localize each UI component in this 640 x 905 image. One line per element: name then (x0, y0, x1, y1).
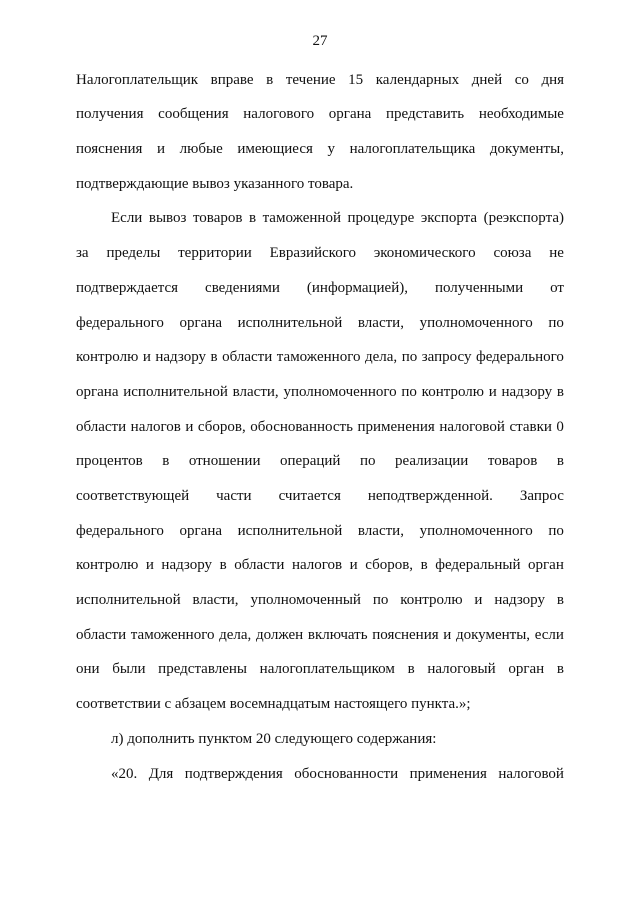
word: получения (76, 106, 144, 122)
word: надзору (494, 592, 545, 608)
word: по (359, 453, 376, 469)
text-line (76, 278, 564, 298)
word: неподтвержденной. (367, 488, 493, 504)
word: в (556, 384, 564, 400)
word: федерального (76, 523, 164, 539)
word: и (145, 557, 154, 573)
word: отношении (188, 453, 261, 469)
word: власти, (192, 592, 239, 608)
word: контролю (76, 349, 139, 365)
text-line (76, 625, 564, 645)
word: пределы (106, 245, 161, 261)
text-line (76, 590, 564, 610)
word: дела, (364, 349, 398, 365)
word: течение (285, 72, 336, 88)
word: товаров (487, 453, 538, 469)
word: органа (76, 384, 119, 400)
word: 15 (348, 72, 364, 88)
word: вывоз (148, 210, 187, 226)
word: контролю (400, 592, 463, 608)
word: и (488, 384, 497, 400)
word: таможенной (262, 210, 341, 226)
word: дней (471, 72, 503, 88)
word: Евразийского (269, 245, 356, 261)
word: в (162, 453, 170, 469)
word: (информацией), (306, 280, 408, 296)
word: Налогоплательщик (76, 72, 199, 88)
word: в (248, 210, 257, 226)
word: по (548, 315, 564, 331)
word: Для (148, 766, 174, 782)
word: области (234, 557, 285, 573)
word: таможенного (130, 627, 215, 643)
text-line (76, 555, 564, 575)
word: и (185, 419, 194, 435)
word: запросу (421, 349, 472, 365)
word: подтверждения (184, 766, 283, 782)
word: надзору (501, 384, 553, 400)
word: экспорта (420, 210, 478, 226)
word: (реэкспорта) (483, 210, 564, 226)
word: полученными (434, 280, 524, 296)
word: налогов (291, 557, 343, 573)
word: в (219, 557, 227, 573)
word: исполнительной (237, 315, 343, 331)
word: уполномоченного (419, 523, 533, 539)
word: налогов (130, 419, 181, 435)
word: по (401, 384, 417, 400)
word: представить (385, 106, 465, 122)
word: сборов, (197, 419, 246, 435)
word: по (372, 592, 389, 608)
text-line (76, 313, 564, 333)
word: включать (307, 627, 368, 643)
word: представлены (158, 661, 247, 677)
word: уполномоченного (419, 315, 533, 331)
text-line (76, 347, 564, 367)
word: федерального (476, 349, 564, 365)
word: реализации (395, 453, 469, 469)
word: применения (409, 766, 487, 782)
text-line (76, 243, 564, 263)
word: и (349, 557, 358, 573)
word: соответствующей (76, 488, 190, 504)
word: ставки (509, 419, 552, 435)
word: дела, (219, 627, 252, 643)
word: надзору (155, 349, 206, 365)
word: если (534, 627, 564, 643)
word: налогоплательщика (349, 141, 476, 157)
word: уполномоченного (283, 384, 397, 400)
word: власти, (357, 315, 404, 331)
text-line: л) дополнить пунктом 20 следующего содержания: (111, 731, 437, 747)
word: органа (179, 523, 223, 539)
word: в (420, 557, 428, 573)
word: власти, (232, 384, 279, 400)
word: процедуре (347, 210, 415, 226)
word: со (514, 72, 529, 88)
page-number: 27 (312, 33, 328, 49)
word: Если (111, 210, 143, 226)
word: обоснованности (294, 766, 399, 782)
word: в (556, 592, 564, 608)
text-line (76, 521, 564, 541)
word: в (407, 661, 415, 677)
word: у (327, 141, 335, 157)
word: области (76, 627, 127, 643)
word: не (549, 245, 564, 261)
word: в (556, 661, 564, 677)
word: сообщения (158, 106, 229, 122)
text-line (111, 208, 564, 228)
word: контролю (76, 557, 139, 573)
text-line (76, 139, 564, 159)
word: «20. (111, 766, 138, 782)
word: по (548, 523, 564, 539)
text-line: соответствии с абзацем восемнадцатым настоящего пункта.»; (76, 696, 471, 712)
word: области (76, 419, 127, 435)
word: контролю (421, 384, 484, 400)
word: за (76, 245, 89, 261)
word: пояснения (76, 141, 143, 157)
word: власти, (357, 523, 404, 539)
word: считается (278, 488, 341, 504)
word: части (216, 488, 252, 504)
word: орган (508, 661, 545, 677)
word: органа (328, 106, 372, 122)
word: Запрос (519, 488, 564, 504)
word: вправе (210, 72, 254, 88)
word: и (142, 349, 151, 365)
word: документы, (455, 627, 531, 643)
word: календарных (375, 72, 460, 88)
word: налоговой (439, 419, 505, 435)
text-line (76, 659, 564, 679)
text-line (76, 70, 564, 90)
text-line (76, 104, 564, 124)
word: процентов (76, 453, 143, 469)
word: 0 (556, 419, 564, 435)
text-line: подтверждающие вывоз указанного товара. (76, 176, 354, 192)
word: операций (280, 453, 341, 469)
text-line (76, 417, 564, 437)
word: исполнительной (123, 384, 228, 400)
word: налогового (243, 106, 315, 122)
text-line (76, 382, 564, 402)
word: они (76, 661, 100, 677)
word: пояснения (372, 627, 439, 643)
word: органа (179, 315, 223, 331)
word: в (266, 72, 274, 88)
word: налоговый (427, 661, 496, 677)
word: таможенного (276, 349, 361, 365)
word: федерального (76, 315, 164, 331)
word: уполномоченный (250, 592, 361, 608)
word: орган (528, 557, 564, 573)
word: налогоплательщиком (259, 661, 395, 677)
word: должен (255, 627, 304, 643)
word: сборов, (365, 557, 414, 573)
text-line (76, 451, 564, 471)
word: союза (493, 245, 532, 261)
word: и (157, 141, 166, 157)
word: любые (179, 141, 223, 157)
word: территории (178, 245, 252, 261)
word: федеральный (435, 557, 521, 573)
word: документы, (489, 141, 564, 157)
word: налоговой (498, 766, 564, 782)
word: надзору (161, 557, 213, 573)
word: в (210, 349, 218, 365)
word: дня (541, 72, 564, 88)
word: исполнительной (76, 592, 181, 608)
word: необходимые (478, 106, 564, 122)
word: в (556, 453, 564, 469)
word: по (401, 349, 418, 365)
word: и (474, 592, 483, 608)
word: и (443, 627, 452, 643)
word: от (550, 280, 564, 296)
word: имеющиеся (237, 141, 313, 157)
word: экономического (373, 245, 476, 261)
text-line (76, 486, 564, 506)
word: применения (357, 419, 435, 435)
word: были (112, 661, 146, 677)
word: товаров (192, 210, 243, 226)
text-line (111, 764, 564, 784)
word: сведениями (205, 280, 280, 296)
word: исполнительной (237, 523, 343, 539)
word: обоснованность (250, 419, 353, 435)
word: области (222, 349, 273, 365)
word: подтверждается (76, 280, 179, 296)
